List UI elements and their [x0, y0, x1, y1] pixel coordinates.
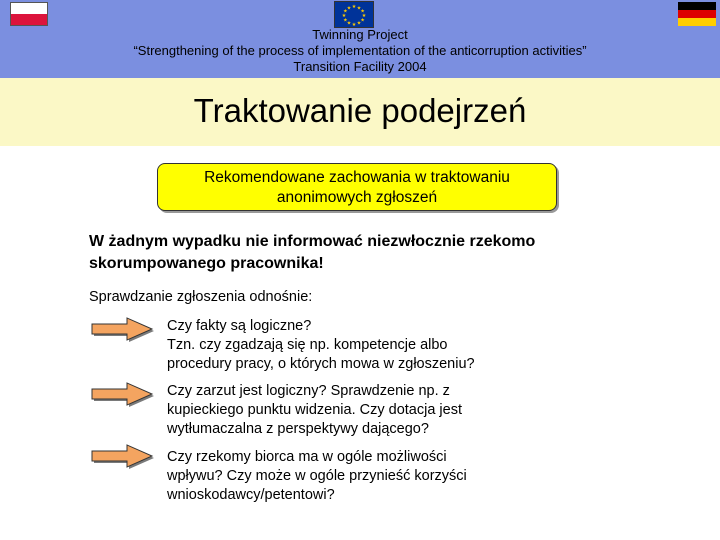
- recommendation-line: anonimowych zgłoszeń: [276, 189, 438, 206]
- svg-text:★: ★: [341, 13, 347, 19]
- svg-text:★: ★: [346, 5, 352, 12]
- right-arrow-icon: [90, 317, 156, 343]
- list-item: Czy zarzut jest logiczny? Sprawdzenie np. z kupieckiego punktu widzenia. Czy dotacja jest wytłumaczalna z perspektywy dającego?: [167, 383, 462, 437]
- list-item: Czy fakty są logiczne? Tzn. czy zgadzają się np. kompetencje albo procedury pracy, o których mowa w zgłoszeniu?: [167, 318, 475, 372]
- recommendation-box: [157, 163, 557, 211]
- svg-text:★: ★: [343, 8, 348, 15]
- warning-text: W żadnym wypadku nie informować niezwłocznie rzekomo skorumpowanego pracownika!: [89, 233, 536, 272]
- svg-text:★: ★: [356, 20, 362, 27]
- svg-text:★: ★: [351, 22, 357, 27]
- svg-text:★: ★: [351, 4, 357, 10]
- project-facility: Transition Facility 2004: [293, 59, 427, 74]
- page-title: Traktowanie podejrzeń: [193, 92, 527, 129]
- list-item: Czy rzekomy biorca ma w ogóle możliwości wpływu? Czy może w ogóle przynieść korzyści wnioskodawcy/petentowi?: [167, 449, 467, 503]
- project-header: [0, 27, 720, 75]
- svg-text:★: ★: [360, 17, 365, 24]
- project-subtitle: “Strengthening of the process of implementation of the anticorruption activities”: [133, 43, 587, 58]
- project-name: Twinning Project: [312, 27, 408, 42]
- right-arrow-icon: [90, 444, 156, 470]
- poland-flag-icon: [10, 2, 48, 26]
- svg-text:★: ★: [356, 5, 362, 12]
- svg-text:★: ★: [343, 17, 348, 24]
- svg-text:★: ★: [361, 13, 367, 19]
- germany-flag-icon: [678, 2, 716, 26]
- svg-text:★: ★: [346, 20, 352, 27]
- recommendation-line: Rekomendowane zachowania w traktowaniu: [204, 169, 510, 186]
- intro-text: Sprawdzanie zgłoszenia odnośnie:: [89, 289, 313, 305]
- svg-text:★: ★: [360, 8, 365, 15]
- eu-flag-icon: [334, 1, 374, 28]
- right-arrow-icon: [90, 382, 156, 408]
